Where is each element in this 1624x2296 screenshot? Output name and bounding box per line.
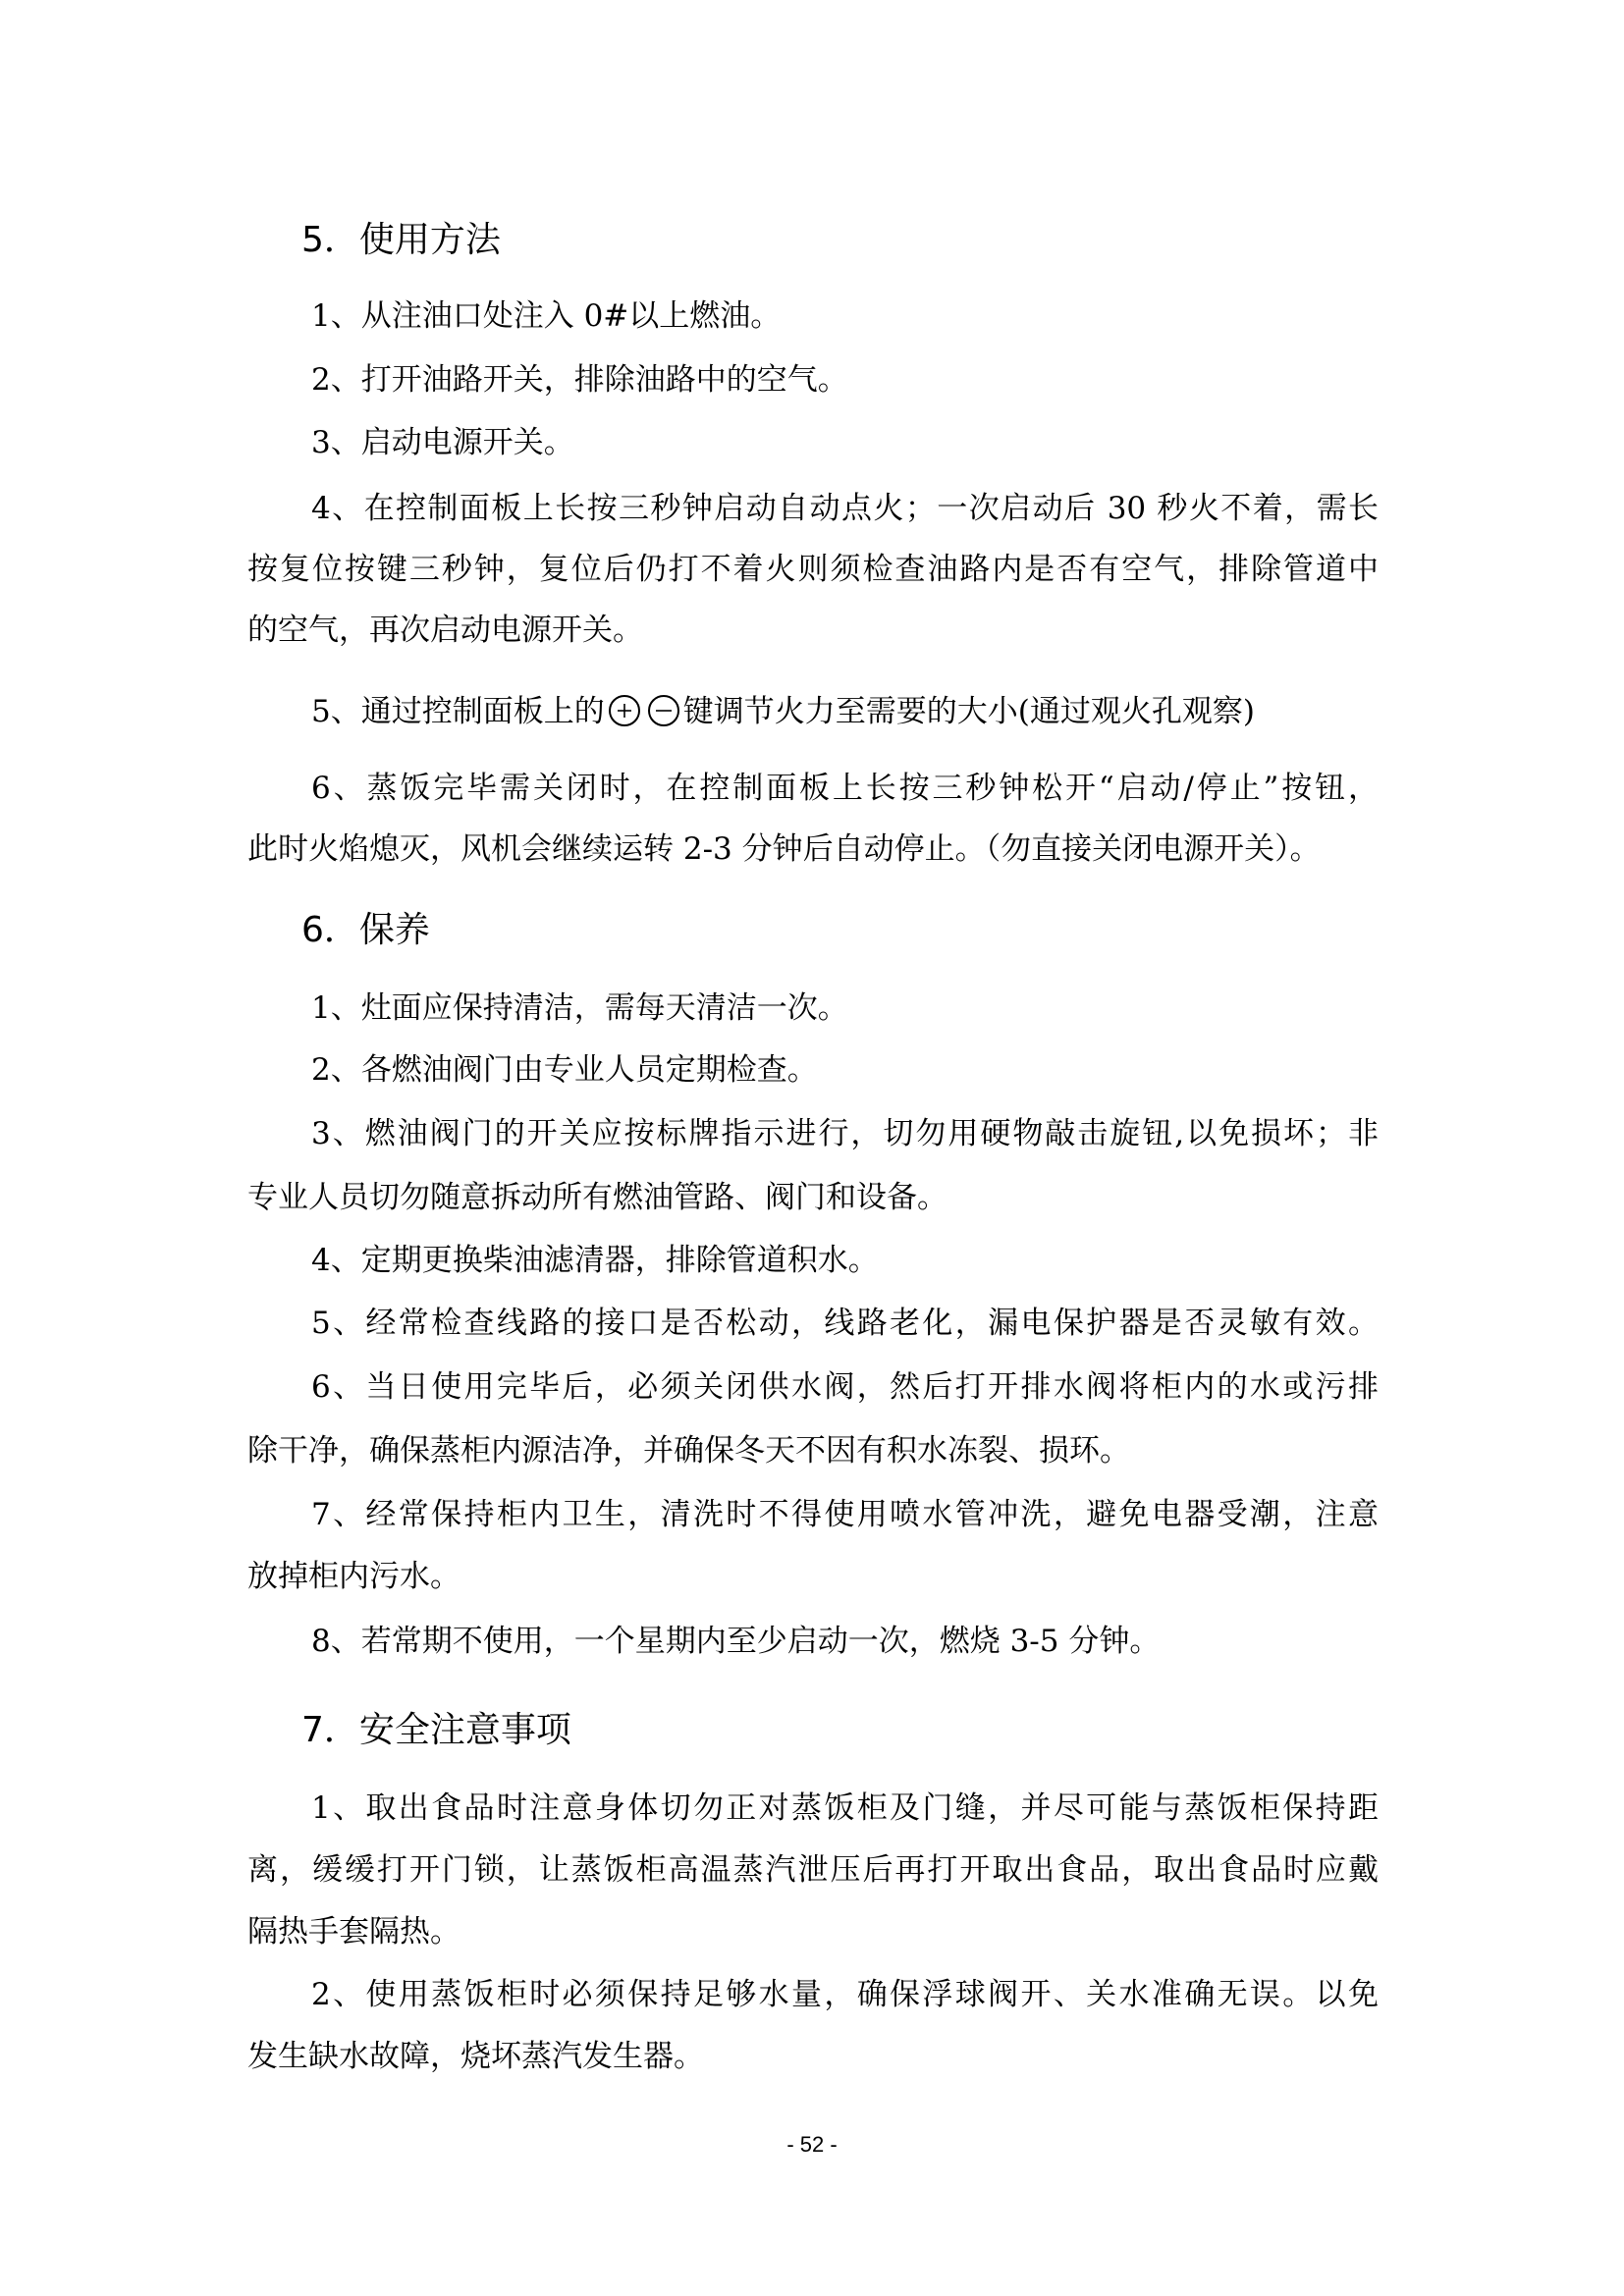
section-heading-safety: 7．安全注意事项 [301, 1710, 571, 1750]
safety-item-2-line-2: 发生缺水故障，烧坏蒸汽发生器。 [247, 2039, 704, 2074]
usage-item-2: 2、打开油路开关，排除油路中的空气。 [311, 362, 848, 398]
circled-minus-icon [647, 694, 680, 727]
maintenance-item-3-line-1: 3、燃油阀门的开关应按标牌指示进行，切勿用硬物敲击旋钮,以免损坏；非 [311, 1116, 1379, 1151]
usage-item-6-line-1: 6、蒸饭完毕需关闭时，在控制面板上长按三秒钟松开“启动/停止”按钮， [311, 771, 1379, 806]
usage-item-4-line-3: 的空气，再次启动电源开关。 [247, 613, 643, 648]
usage-item-1: 1、从注油口处注入 0#以上燃油。 [311, 298, 782, 334]
safety-item-2-line-1: 2、使用蒸饭柜时必须保持足够水量，确保浮球阀开、关水准确无误。以免 [311, 1977, 1379, 2012]
safety-item-1-line-2: 离，缓缓打开门锁，让蒸饭柜高温蒸汽泄压后再打开取出食品，取出食品时应戴 [247, 1852, 1379, 1888]
maintenance-item-1: 1、灶面应保持清洁，需每天清洁一次。 [311, 990, 848, 1026]
section-heading-maintenance: 6．保养 [301, 910, 430, 950]
usage-item-4-line-2: 按复位按键三秒钟，复位后仍打不着火则须检查油路内是否有空气，排除管道中 [247, 552, 1379, 587]
usage-item-4-line-1: 4、在控制面板上长按三秒钟启动自动点火；一次启动后 30 秒火不着，需长 [311, 491, 1379, 526]
maintenance-item-5: 5、经常检查线路的接口是否松动，线路老化，漏电保护器是否灵敏有效。 [311, 1306, 1379, 1341]
usage-item-5-before: 5、通过控制面板上的 [311, 694, 605, 729]
maintenance-item-7-line-2: 放掉柜内污水。 [247, 1559, 460, 1594]
circled-plus-icon [608, 694, 641, 727]
section-heading-usage: 5．使用方法 [301, 220, 501, 260]
maintenance-item-4: 4、定期更换柴油滤清器，排除管道积水。 [311, 1243, 879, 1278]
safety-item-1-line-3: 隔热手套隔热。 [247, 1914, 460, 1949]
maintenance-item-3-line-2: 专业人员切勿随意拆动所有燃油管路、阀门和设备。 [247, 1180, 947, 1215]
safety-item-1-line-1: 1、取出食品时注意身体切勿正对蒸饭柜及门缝，并尽可能与蒸饭柜保持距 [311, 1790, 1379, 1826]
maintenance-item-2: 2、各燃油阀门由专业人员定期检查。 [311, 1052, 818, 1088]
usage-item-5-after: 键调节火力至需要的大小(通过观火孔观察) [682, 694, 1255, 729]
maintenance-item-6-line-2: 除干净，确保蒸柜内源洁净，并确保冬天不因有积水冻裂、损环。 [247, 1433, 1130, 1468]
usage-item-5 [311, 688, 1379, 735]
page-number: - 52 - [786, 2132, 838, 2157]
usage-item-3: 3、启动电源开关。 [311, 425, 574, 460]
usage-item-6-line-2: 此时火焰熄灭，风机会继续运转 2-3 分钟后自动停止。（勿直接关闭电源开关）。 [247, 831, 1321, 867]
maintenance-item-7-line-1: 7、经常保持柜内卫生，清洗时不得使用喷水管冲洗，避免电器受潮，注意 [311, 1497, 1379, 1532]
maintenance-item-8: 8、若常期不使用，一个星期内至少启动一次，燃烧 3-5 分钟。 [311, 1624, 1161, 1659]
maintenance-item-6-line-1: 6、当日使用完毕后，必须关闭供水阀，然后打开排水阀将柜内的水或污排 [311, 1369, 1379, 1405]
